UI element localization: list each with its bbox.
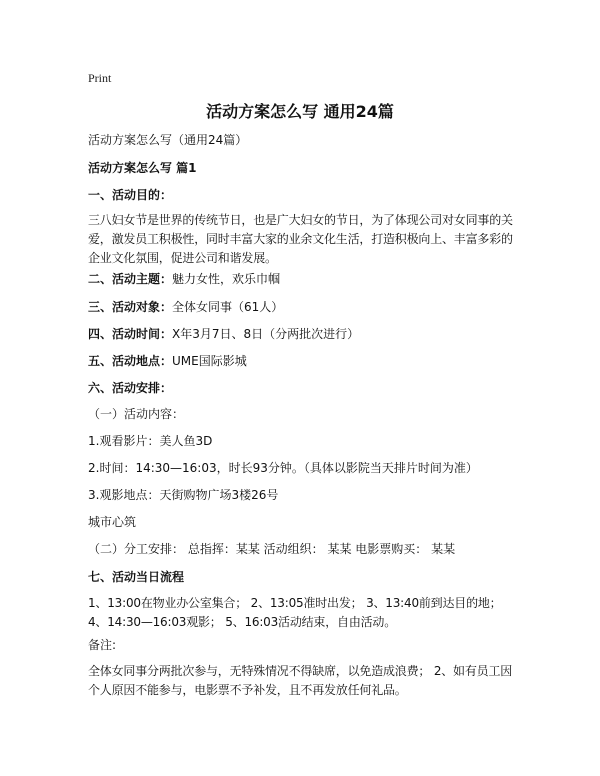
- division-line: （二）分工安排： 总指挥：某某 活动组织： 某某 电影票购买： 某某: [88, 542, 456, 556]
- arrangement-item-3-cont: 城市心筑: [88, 515, 137, 529]
- time-value: X年3月7日、8日（分两批次进行）: [172, 327, 360, 341]
- arrangement-item-1: 1.观看影片：美人鱼3D: [88, 434, 213, 448]
- content-heading: （一）活动内容：: [88, 407, 185, 421]
- notes-heading: 备注:: [88, 638, 117, 652]
- theme-line: [88, 270, 518, 289]
- notes-text: 全体女同事分两批次参与，无特殊情况不得缺席，以免造成浪费； 2、如有员工因个人原因不能参与，电影票不予补发，且不再发放任何礼品。: [88, 664, 513, 697]
- arrangement-heading: 六、活动安排：: [88, 381, 173, 395]
- print-label[interactable]: Print: [88, 71, 112, 85]
- arrangement-item-2: 2.时间：14:30—16:03，时长93分钟。（具体以影院当天排片时间为准）: [88, 461, 478, 475]
- arrangement-item-3: 3.观影地点：天街购物广场3楼26号: [88, 488, 279, 502]
- theme-value: 魅力女性，欢乐巾帼: [172, 272, 281, 286]
- audience-label: 三、活动对象：: [88, 300, 173, 314]
- time-label: 四、活动时间：: [88, 327, 173, 341]
- place-label: 五、活动地点：: [88, 354, 173, 368]
- page-title: 活动方案怎么写 通用24篇: [206, 102, 394, 121]
- place-line: [88, 352, 518, 371]
- time-line: [88, 325, 518, 344]
- flow-text: 1、13:00在物业办公室集合； 2、13:05准时出发； 3、13:40前到达目的地； 4、14:30—16:03观影； 5、16:03活动结束，自由活动。: [88, 596, 502, 629]
- theme-label: 二、活动主题：: [88, 272, 173, 286]
- audience-value: 全体女同事（61人）: [172, 300, 284, 314]
- place-value: UME国际影城: [172, 354, 247, 368]
- section-title: 活动方案怎么写 篇1: [88, 161, 197, 175]
- subtitle: 活动方案怎么写（通用24篇）: [88, 133, 248, 147]
- audience-line: [88, 298, 518, 317]
- goal-text: 三八妇女节是世界的传统节日，也是广大妇女的节日，为了体现公司对女同事的关爱，激发员工积极性，同时丰富大家的业余文化生活，打造积极向上、丰富多彩的企业文化氛围，促进公司和谐发展。: [88, 213, 513, 265]
- flow-heading: 七、活动当日流程: [88, 570, 185, 584]
- goal-heading: 一、活动目的：: [88, 188, 173, 202]
